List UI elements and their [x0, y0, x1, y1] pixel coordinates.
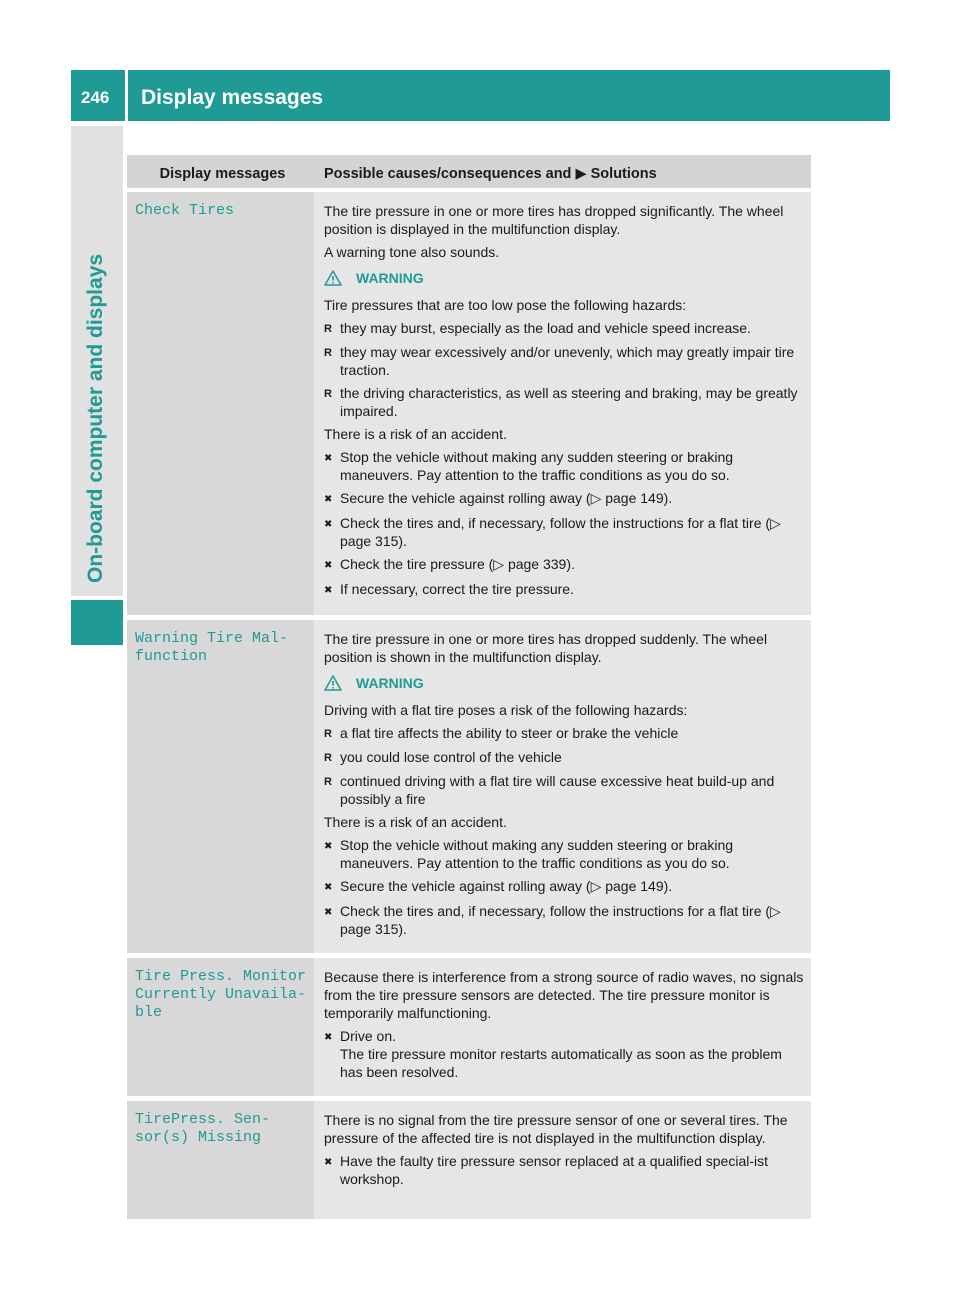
step-arrow-icon: ✖	[324, 560, 333, 571]
column-header-messages: Display messages	[159, 166, 286, 182]
list-item: R continued driving with a flat tire will cause excessive heat build-up and possibly a fire	[324, 773, 775, 807]
step-arrow-icon: ✖	[324, 453, 333, 464]
warning-triangle-icon	[324, 675, 356, 691]
display-message-text: TirePress. Sen‐ sor(s) Missing	[135, 1111, 271, 1146]
instruction-step: ✖ Drive on. The tire pressure monitor restarts automatically as soon as the problem has been resolved.	[324, 1028, 782, 1080]
instruction-step: ✖ If necessary, correct the tire pressure.	[324, 580, 805, 600]
message-cell	[127, 620, 314, 953]
bullet-icon: R	[324, 728, 332, 740]
step-arrow-icon: ✖	[324, 1157, 333, 1168]
message-cell	[127, 958, 314, 1096]
instruction-step: ✖ Stop the vehicle without making any sudden steering or braking maneuvers. Pay attention to the traffic conditions as you do so.	[324, 449, 734, 483]
column-header-causes: Possible causes/consequences and ▶ Solutions	[324, 166, 657, 182]
table-row	[127, 1101, 811, 1224]
risk-statement: There is a risk of an accident.	[324, 814, 507, 830]
list-item: R the driving characteristics, as well as steering and braking, may be greatly impaired.	[324, 385, 798, 419]
table-body	[127, 192, 811, 1224]
paragraph: A warning tone also sounds.	[324, 244, 500, 260]
causes-cell	[314, 620, 811, 953]
paragraph: The tire pressure in one or more tires has dropped suddenly. The wheel position is shown in the multifunction display.	[324, 631, 768, 665]
message-cell	[127, 1101, 314, 1219]
table-row	[127, 958, 811, 1101]
table-row	[127, 192, 811, 620]
hazard-intro: Driving with a flat tire poses a risk of the following hazards:	[324, 702, 688, 718]
header-separator	[125, 70, 128, 121]
causes-cell	[314, 192, 811, 615]
list-item: R a flat tire affects the ability to steer or brake the vehicle	[324, 725, 679, 741]
paragraph: Because there is interference from a strong source of radio waves, no signals from the tire pressure sensors are detected. The tire pressure monitor is temporarily malfunctioning.	[324, 969, 804, 1021]
warning-heading: WARNING	[324, 269, 805, 287]
display-messages-table	[127, 155, 811, 1224]
instruction-step: ✖ Secure the vehicle against rolling away (▷ page 149).	[324, 489, 805, 509]
instruction-step: ✖ Have the faulty tire pressure sensor replaced at a qualified special‐ist workshop.	[324, 1153, 768, 1187]
instruction-step: ✖ Check the tire pressure (▷ page 339).	[324, 555, 805, 575]
step-arrow-icon: ✖	[324, 494, 333, 505]
step-arrow-icon: ✖	[324, 519, 333, 530]
causes-cell	[314, 1101, 811, 1219]
bullet-icon: R	[324, 323, 332, 335]
paragraph: There is no signal from the tire pressure sensor of one or several tires. The pressure of the affected tire is not displayed in the multifunction display.	[324, 1112, 788, 1146]
display-message-text: Warning Tire Mal‐ function	[135, 630, 289, 665]
bullet-icon: R	[324, 388, 332, 400]
bullet-icon: R	[324, 347, 332, 359]
instruction-step: ✖ Check the tires and, if necessary, follow the instructions for a flat tire (▷ page 315).	[324, 903, 781, 937]
chapter-label: On-board computer and displays	[84, 253, 107, 583]
table-header-row	[127, 155, 811, 192]
hazard-intro: Tire pressures that are too low pose the following hazards:	[324, 297, 687, 313]
list-item: R you could lose control of the vehicle	[324, 749, 562, 765]
display-message-text: Tire Press. Monitor Currently Unavaila‐ ble	[135, 968, 307, 1021]
instruction-step: ✖ Check the tires and, if necessary, follow the instructions for a flat tire (▷ page 315).	[324, 515, 781, 549]
step-arrow-icon: ✖	[324, 585, 333, 596]
page-title: Display messages	[141, 86, 324, 109]
instruction-step: ✖ Secure the vehicle against rolling away (▷ page 149).	[324, 877, 805, 897]
step-arrow-icon: ▶	[575, 166, 587, 182]
display-message-text: Check Tires	[135, 202, 235, 219]
bullet-icon: R	[324, 776, 332, 788]
paragraph: The tire pressure in one or more tires has dropped significantly. The wheel position is displayed in the multifunction display.	[324, 203, 784, 237]
bullet-icon: R	[324, 752, 332, 764]
page-number: 246	[81, 88, 110, 107]
warning-heading: WARNING	[324, 674, 805, 692]
step-arrow-icon: ✖	[324, 882, 333, 893]
risk-statement: There is a risk of an accident.	[324, 426, 507, 442]
step-arrow-icon: ✖	[324, 841, 333, 852]
step-arrow-icon: ✖	[324, 1032, 333, 1043]
causes-cell	[314, 958, 811, 1096]
chapter-marker	[71, 600, 123, 645]
table-row	[127, 620, 811, 958]
instruction-step: ✖ Stop the vehicle without making any sudden steering or braking maneuvers. Pay attention to the traffic conditions as you do so.	[324, 837, 734, 871]
list-item: R they may wear excessively and/or unevenly, which may greatly impair tire traction.	[324, 344, 795, 378]
message-cell	[127, 192, 314, 615]
warning-triangle-icon	[324, 270, 356, 286]
list-item: R they may burst, especially as the load and vehicle speed increase.	[324, 320, 751, 336]
step-arrow-icon: ✖	[324, 907, 333, 918]
